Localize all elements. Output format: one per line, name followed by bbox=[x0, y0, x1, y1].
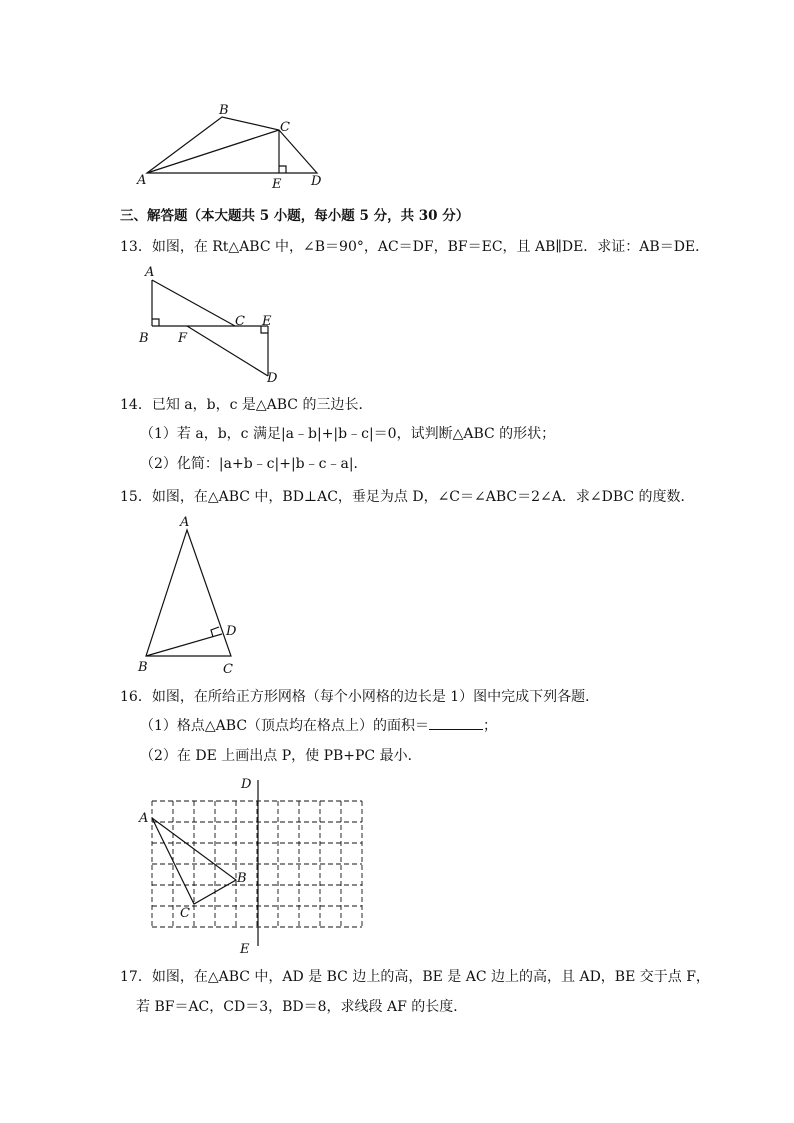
label-a: A bbox=[139, 811, 149, 826]
question-13-text: 13．如图，在 Rt△ABC 中，∠B＝90°，AC＝DF，BF＝EC，且 AB∥DE．求证：AB＝DE． bbox=[120, 239, 710, 255]
question-14-part-1: （1）若 a，b，c 满足|a﹣b|+|b﹣c|＝0，试判断△ABC 的形状； bbox=[140, 426, 556, 442]
label-f: F bbox=[178, 331, 188, 346]
label-d: D bbox=[311, 174, 322, 189]
question-17-line-2: 若 BF＝AC，CD＝3，BD＝8，求线段 AF 的长度． bbox=[136, 999, 468, 1015]
label-b: B bbox=[237, 871, 247, 886]
label-a: A bbox=[145, 265, 155, 280]
question-14-part-2: （2）化简：|a+b﹣c|+|b﹣c﹣a|． bbox=[140, 456, 368, 472]
question-15-text: 15．如图，在△ABC 中，BD⊥AC，垂足为点 D，∠C＝∠ABC＝2∠A．求∠DBC 的度数． bbox=[120, 489, 695, 505]
label-d: D bbox=[267, 371, 278, 386]
question-16-text: 16．如图，在所给正方形网格（每个小网格的边长是 1）图中完成下列各题． bbox=[120, 689, 600, 705]
label-c: C bbox=[223, 662, 233, 677]
label-a: A bbox=[180, 515, 190, 530]
label-d: D bbox=[226, 624, 237, 639]
section-heading: 三、解答题（本大题共 5 小题，每小题 5 分，共 30 分） bbox=[120, 208, 470, 224]
label-c: C bbox=[180, 906, 190, 921]
label-c: C bbox=[235, 314, 245, 329]
label-c: C bbox=[280, 120, 290, 135]
label-e: E bbox=[272, 177, 282, 192]
question-16-part-1-prompt: （1）格点△ABC（顶点均在格点上）的面积＝ bbox=[140, 718, 430, 734]
label-a: A bbox=[137, 173, 147, 188]
question-17-line-1: 17．如图，在△ABC 中，AD 是 BC 边上的高，BE 是 AC 边上的高，且 AD，BE 交于点 F， bbox=[120, 969, 710, 985]
question-14-text: 14．已知 a，b，c 是△ABC 的三边长． bbox=[120, 397, 373, 413]
label-e: E bbox=[262, 314, 272, 329]
label-b: B bbox=[138, 660, 148, 675]
question-16-part-2: （2）在 DE 上画出点 P，使 PB+PC 最小． bbox=[140, 748, 422, 764]
question-16-part-1-end: ； bbox=[483, 718, 498, 734]
label-d: D bbox=[241, 777, 252, 792]
label-b: B bbox=[139, 331, 149, 346]
label-e: E bbox=[240, 942, 250, 957]
label-b: B bbox=[219, 103, 229, 118]
